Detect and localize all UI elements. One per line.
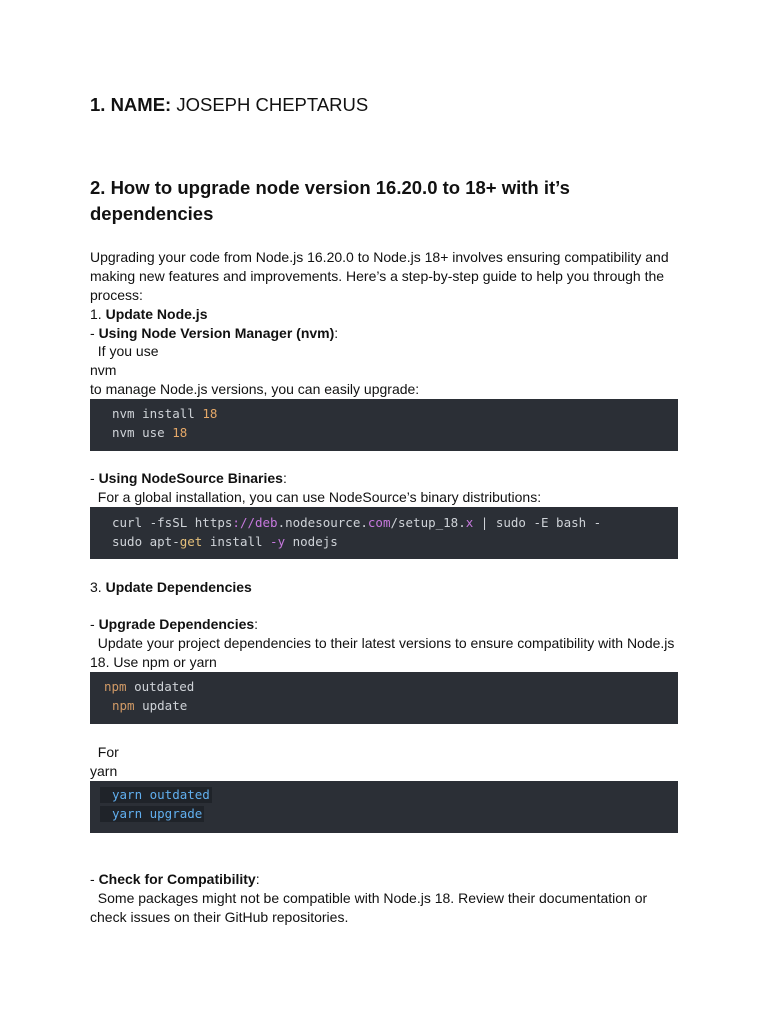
code-block-nvm[interactable] xyxy=(90,399,678,451)
compat-line-1: Some packages might not be compatible with Node.js 18. Review their documentation or xyxy=(90,890,648,906)
upgrade-title: Upgrade Dependencies xyxy=(98,616,255,632)
nvm-line-1: If you use xyxy=(90,343,159,359)
yarn-line-1: For xyxy=(90,744,119,760)
code-line: nvm use 18 xyxy=(112,425,188,440)
upgrade-line-2: 18. Use npm or yarn xyxy=(90,654,217,670)
compat-prefix: - xyxy=(90,871,99,887)
name-label: 1. NAME: xyxy=(90,94,172,115)
nvm-heading xyxy=(90,324,338,342)
nvm-line-2: nvm xyxy=(90,362,117,378)
intro-line-2: making new features and improvements. Here’s a step-by-step guide to help you through the xyxy=(90,268,665,284)
intro-line-3: process: xyxy=(90,287,143,303)
intro-line-1: Upgrading your code from Node.js 16.20.0 to Node.js 18+ involves ensuring compatibility and xyxy=(90,249,669,265)
compat-line-2: check issues on their GitHub repositories. xyxy=(90,909,349,925)
code-line: npm outdated xyxy=(104,679,195,694)
compat-title: Check for Compatibility xyxy=(98,871,256,887)
nodesource-prefix: - xyxy=(90,470,99,486)
step1-title: Update Node.js xyxy=(105,306,208,322)
nodesource-heading xyxy=(90,469,287,487)
name-value: JOSEPH CHEPTARUS xyxy=(171,94,369,115)
compat-suffix: : xyxy=(255,871,260,887)
nvm-suffix: : xyxy=(334,325,339,341)
nvm-line-3: to manage Node.js versions, you can easily upgrade: xyxy=(90,381,420,397)
step3-title: Update Dependencies xyxy=(105,579,252,595)
code-line: nvm install 18 xyxy=(112,406,218,421)
step1-heading xyxy=(90,305,207,323)
nvm-title: Using Node Version Manager (nvm) xyxy=(98,325,335,341)
code-line: npm update xyxy=(112,698,188,713)
step3-num: 3. xyxy=(90,579,106,595)
code-line: sudo apt-get install -y nodejs xyxy=(112,534,338,549)
code-block-nodesource[interactable] xyxy=(90,507,678,559)
code-line: curl -fsSL https://deb.nodesource.com/setup_18.x | sudo -E bash - xyxy=(112,515,602,530)
code-block-npm[interactable] xyxy=(90,672,678,724)
upgrade-prefix: - xyxy=(90,616,99,632)
upgrade-suffix: : xyxy=(254,616,259,632)
code-line: yarn upgrade xyxy=(100,806,204,822)
yarn-line-2: yarn xyxy=(90,763,118,779)
name-heading xyxy=(90,94,368,116)
upgrade-line-1: Update your project dependencies to their latest versions to ensure compatibility with Node.js xyxy=(90,635,675,651)
nodesource-line-1: For a global installation, you can use NodeSource’s binary distributions: xyxy=(90,489,542,505)
step3-heading xyxy=(90,578,252,596)
step1-num: 1. xyxy=(90,306,106,322)
upgrade-heading xyxy=(90,615,258,633)
code-block-yarn[interactable] xyxy=(90,781,678,833)
compat-heading xyxy=(90,870,260,888)
nvm-prefix: - xyxy=(90,325,99,341)
code-line: yarn outdated xyxy=(100,787,212,803)
section-heading: 2. How to upgrade node version 16.20.0 to 18+ with it’s dependencies xyxy=(90,177,570,224)
nodesource-title: Using NodeSource Binaries xyxy=(98,470,283,486)
nodesource-suffix: : xyxy=(282,470,287,486)
